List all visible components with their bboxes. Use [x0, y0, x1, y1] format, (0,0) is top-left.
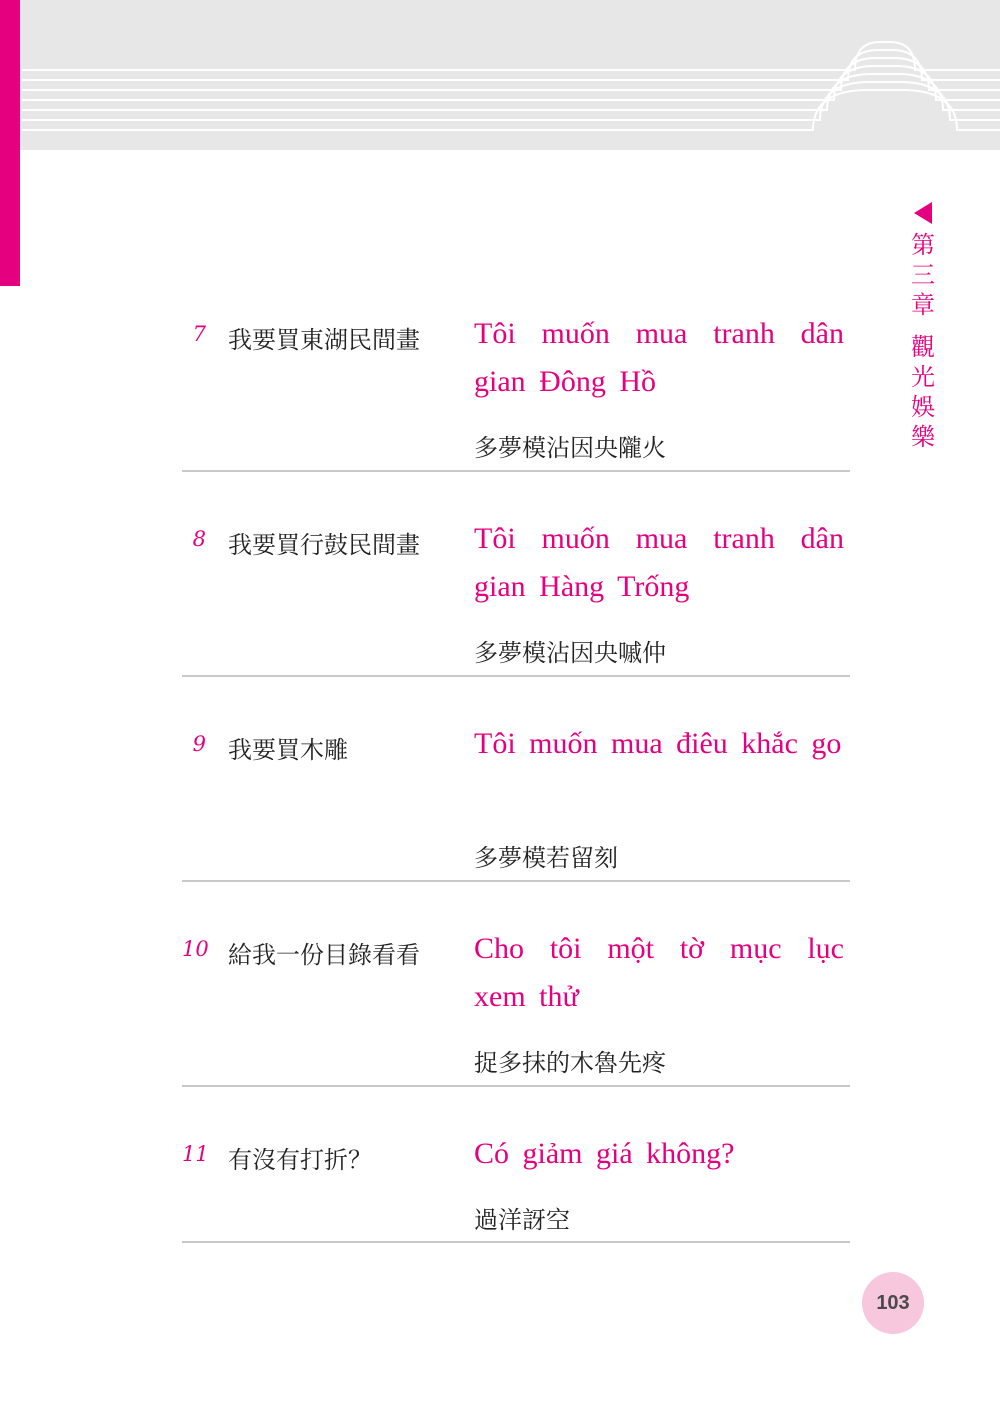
phrase-row: [182, 505, 850, 677]
vietnamese-phrase: Tôi muốn mua điêu khắc go: [474, 727, 842, 760]
phrase-number: 11: [182, 1142, 209, 1166]
chapter-tab[interactable]: [900, 202, 946, 452]
vietnamese-phrase: Cho tôi một tờ mục lục xem thử: [474, 932, 844, 1013]
chinese-phrase: 給我一份目錄看看: [228, 941, 420, 969]
vietnamese-phrase: Tôi muốn mua tranh dân gian Hàng Trống: [474, 522, 844, 603]
chinese-phrase: 我要買東湖民間畫: [228, 326, 420, 354]
chinese-phrase: 有沒有打折？: [228, 1146, 372, 1174]
chapter-color-bar: [0, 0, 20, 286]
vertical-char: 觀: [911, 333, 935, 361]
vietnamese-phrase: Tôi muốn mua tranh dân gian Đông Hồ: [474, 317, 844, 398]
chinese-phrase: 我要買木雕: [228, 736, 348, 764]
phrase-row: [182, 710, 850, 882]
page-number: 103: [862, 1272, 924, 1334]
phrase-number: 9: [192, 732, 206, 756]
vertical-char: 章: [911, 291, 935, 319]
triangle-left-icon: [914, 202, 932, 224]
pronunciation-guide: 多夢模若留刻: [474, 844, 618, 872]
vertical-char: 娛: [911, 393, 935, 421]
pronunciation-guide: 過洋訝空: [474, 1206, 570, 1234]
pronunciation-guide: 捉多抹的木魯先疼: [474, 1049, 666, 1077]
vertical-char: 樂: [911, 423, 935, 451]
vertical-char: 三: [911, 261, 935, 289]
chapter-label: [900, 230, 946, 320]
pronunciation-guide: 多夢模沾因央嘁仲: [474, 639, 666, 667]
phrase-number: 7: [192, 322, 206, 346]
phrase-row: [182, 1120, 850, 1243]
vietnamese-phrase: Có giảm giá không?: [474, 1137, 735, 1170]
phrase-number: 8: [192, 527, 206, 551]
phrase-row: [182, 300, 850, 472]
phrase-number: 10: [182, 937, 209, 961]
chinese-phrase: 我要買行鼓民間畫: [228, 531, 420, 559]
phrase-row: [182, 915, 850, 1087]
vertical-char: 光: [911, 363, 935, 391]
pronunciation-guide: 多夢模沾因央隴火: [474, 434, 666, 462]
topic-label: [900, 332, 946, 452]
header-decoration: [0, 0, 1000, 150]
vertical-char: 第: [911, 231, 935, 259]
page-header-band: [0, 0, 1000, 150]
